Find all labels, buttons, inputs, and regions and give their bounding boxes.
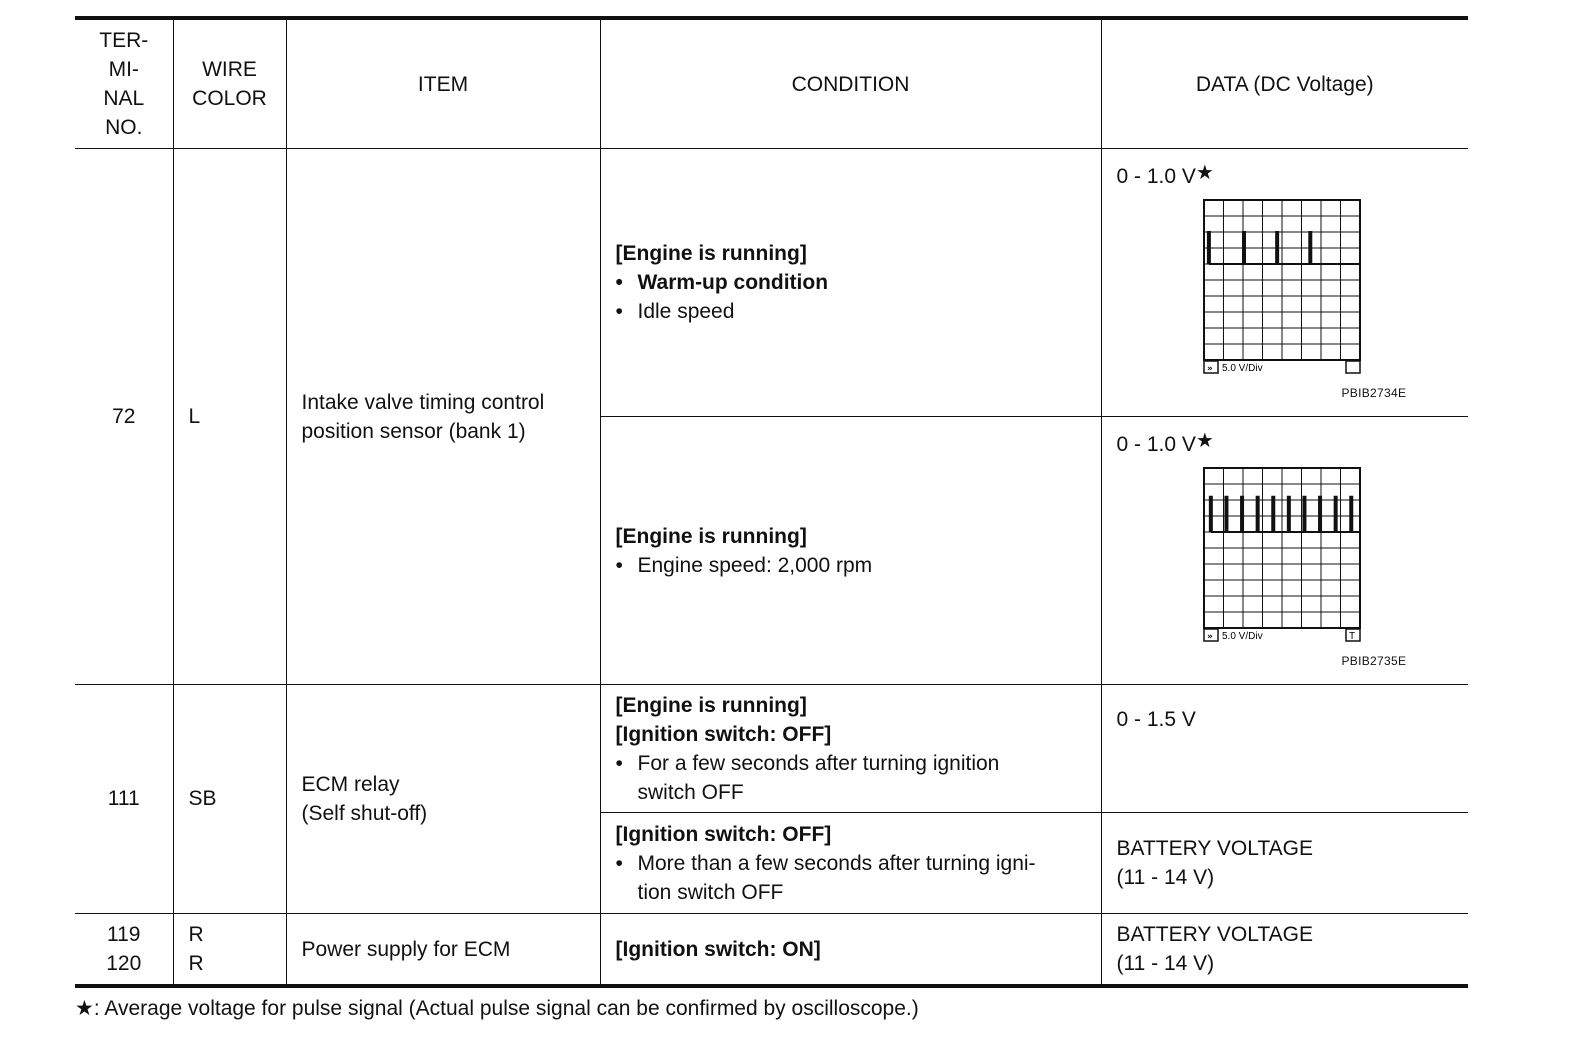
- star-icon: ★: [1195, 430, 1214, 452]
- list-item: • Warm-up condition: [615, 271, 829, 294]
- table-row: [75, 914, 1468, 987]
- footnote: ★: Average voltage for pulse signal (Actual pulse signal can be confirmed by oscilloscope.): [75, 997, 919, 1020]
- condition-cell: [Ignition switch: ON]: [600, 914, 1101, 987]
- table-row: [75, 685, 1468, 813]
- wire-color: SB: [173, 685, 286, 914]
- list-item: • Engine speed: 2,000 rpm: [615, 553, 873, 577]
- data-cell: [1101, 417, 1468, 685]
- wire-color: R R: [173, 914, 286, 987]
- data-cell: [1101, 149, 1468, 417]
- scope-grid: [1204, 200, 1360, 360]
- scope-mode-glyph: »: [1206, 632, 1213, 642]
- oscilloscope-waveform-idle: [1202, 198, 1362, 378]
- header-wire-color: WIRE COLOR: [173, 18, 286, 149]
- scope-trigger-icon: [1346, 361, 1360, 373]
- scope-scale-label: 5.0 V/Div: [1221, 631, 1263, 642]
- scope-mode-glyph: »: [1206, 364, 1213, 374]
- header-row: [75, 18, 1468, 149]
- item-description: Power supply for ECM: [286, 914, 600, 987]
- header-condition: CONDITION: [600, 18, 1101, 149]
- condition-cell: [Ignition switch: OFF] • More than a few seconds after turning igni- tion switch OFF: [600, 813, 1101, 914]
- star-icon: ★: [1195, 162, 1214, 184]
- voltage-value: 0 - 1.0 V★: [1116, 162, 1214, 188]
- wire-color: L: [173, 149, 286, 685]
- terminal-number: 72: [75, 149, 173, 685]
- condition-cell: [Engine is running] [Ignition switch: OFF] • For a few seconds after turning ignition switch OFF: [600, 685, 1101, 813]
- list-item: • For a few seconds after turning ignition: [615, 751, 1000, 775]
- data-cell: BATTERY VOLTAGE (11 - 14 V): [1101, 914, 1468, 987]
- header-item: ITEM: [286, 18, 600, 149]
- data-cell: BATTERY VOLTAGE (11 - 14 V): [1101, 813, 1468, 914]
- condition-cell: [Engine is running] • Engine speed: 2,000 rpm: [600, 417, 1101, 685]
- list-item: • More than a few seconds after turning igni-: [615, 851, 1036, 875]
- header-terminal: TER- MI- NAL NO.: [75, 18, 173, 149]
- star-icon: ★: [75, 997, 94, 1020]
- scope-scale-label: 5.0 V/Div: [1221, 363, 1263, 374]
- condition-cell: [Engine is running] • Warm-up condition • Idle speed: [600, 149, 1101, 417]
- terminal-number: 111: [75, 685, 173, 914]
- item-description: ECM relay (Self shut-off): [286, 685, 600, 914]
- data-cell: 0 - 1.5 V: [1101, 685, 1468, 813]
- terminal-spec-table: [75, 16, 1468, 988]
- list-item-continuation: tion switch OFF: [637, 880, 784, 904]
- scope-trigger-label: T: [1348, 631, 1355, 642]
- list-item-continuation: switch OFF: [637, 780, 744, 804]
- scope-grid: [1204, 468, 1360, 628]
- terminal-number: 119 120: [75, 914, 173, 987]
- figure-id: PBIB2734E: [1341, 386, 1407, 400]
- list-item: • Idle speed: [615, 300, 735, 323]
- oscilloscope-waveform-2000rpm: [1202, 466, 1362, 646]
- figure-id: PBIB2735E: [1341, 654, 1407, 668]
- header-data: DATA (DC Voltage): [1101, 18, 1468, 149]
- item-description: Intake valve timing control position sensor (bank 1): [286, 149, 600, 685]
- voltage-value: 0 - 1.0 V★: [1116, 430, 1214, 456]
- table-row: [75, 149, 1468, 417]
